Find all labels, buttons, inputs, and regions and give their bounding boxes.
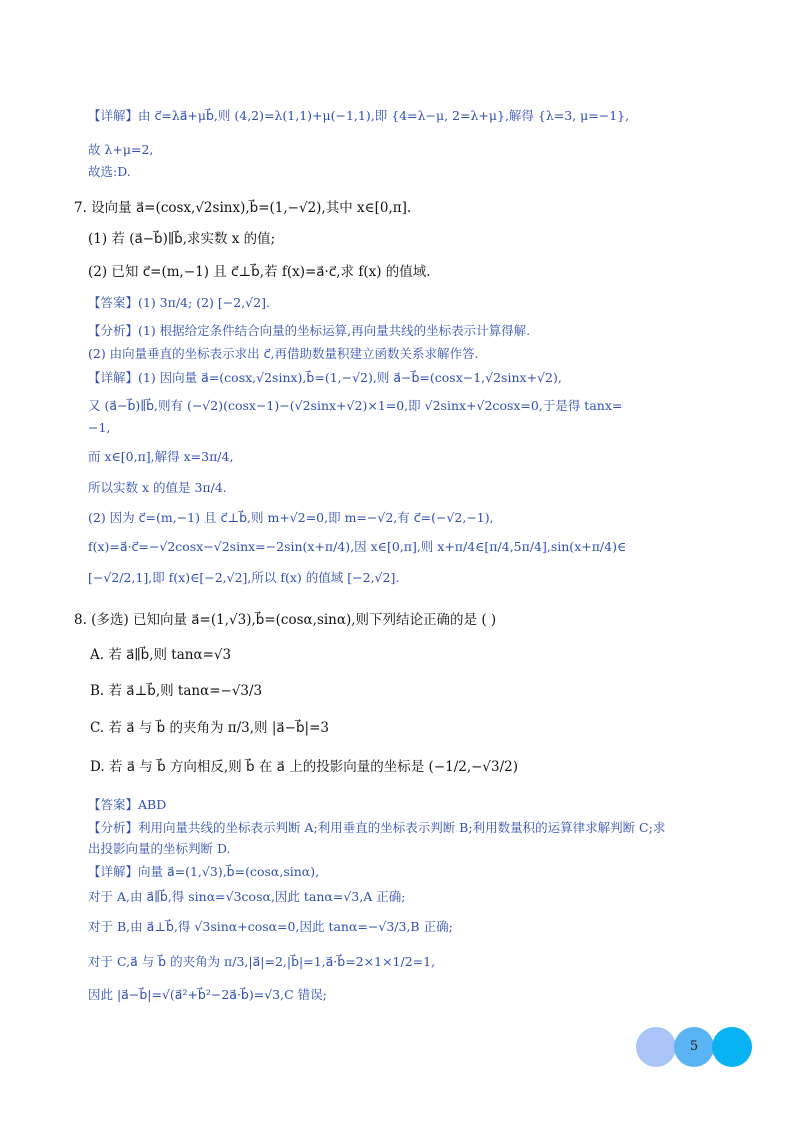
solution-line: 【详解】(1) 因向量 a⃗=(cosx,√2sinx),b⃗=(1,−√2),则 a⃗−b⃗=(cosx−1,√2sinx+√2), [88, 370, 562, 385]
analysis-line: 【分析】(1) 根据给定条件结合向量的坐标运算,再向量共线的坐标表示计算得解. [88, 323, 531, 338]
text-line: 因此 |a⃗−b⃗|=√(a⃗²+b⃗²−2a⃗·b⃗)=√3,C 错误; [88, 987, 327, 1002]
question-heading: 7. 设向量 a⃗=(cosx,√2sinx),b⃗=(1,−√2),其中 x∈[0,π]. [74, 200, 412, 216]
page-number: 5 [689, 1039, 699, 1054]
solution-line: 【详解】向量 a⃗=(1,√3),b⃗=(cosα,sinα), [88, 864, 320, 879]
text-line: 故选:D. [88, 164, 131, 179]
text-line: (2) 由向量垂直的坐标表示求出 c⃗,再借助数量积建立函数关系求解作答. [88, 346, 479, 361]
text-line: (2) 因为 c⃗=(m,−1) 且 c⃗⊥b⃗,则 m+√2=0,即 m=−√2,有 c⃗=(−√2,−1), [88, 510, 494, 525]
decorative-circle [636, 1027, 676, 1067]
answer-line: 【答案】(1) 3π/4; (2) [−2,√2]. [88, 295, 270, 310]
text-line: 故 λ+μ=2, [88, 142, 154, 157]
text-line: [−√2/2,1],即 f(x)∈[−2,√2],所以 f(x) 的值域 [−2,√2]. [88, 570, 400, 585]
text-line: (1) 若 (a⃗−b⃗)∥b⃗,求实数 x 的值; [88, 231, 276, 247]
analysis-line: 【分析】利用向量共线的坐标表示判断 A;利用垂直的坐标表示判断 B;利用数量积的运算律求解判断 C;求 [88, 820, 666, 835]
text-line: −1, [88, 420, 111, 435]
text-line: 出投影向量的坐标判断 D. [88, 841, 231, 856]
text-line: f(x)=a⃗·c⃗=−√2cosx−√2sinx=−2sin(x+π/4),因 x∈[0,π],则 x+π/4∈[π/4,5π/4],sin(x+π/4)∈ [88, 539, 627, 554]
text-line: 对于 B,由 a⃗⊥b⃗,得 √3sinα+cosα=0,因此 tanα=−√3/3,B 正确; [88, 919, 453, 934]
decorative-circle [712, 1027, 752, 1067]
option-d: D. 若 a⃗ 与 b⃗ 方向相反,则 b⃗ 在 a⃗ 上的投影向量的坐标是 (−1/2,−√3/2) [90, 759, 519, 775]
text-line: 对于 A,由 a⃗∥b⃗,得 sinα=√3cosα,因此 tanα=√3,A 正确; [88, 889, 406, 904]
answer-line: 【答案】ABD [88, 797, 167, 812]
text-line: 所以实数 x 的值是 3π/4. [88, 480, 227, 495]
text-line: 而 x∈[0,π],解得 x=3π/4, [88, 449, 234, 464]
option-c: C. 若 a⃗ 与 b⃗ 的夹角为 π/3,则 |a⃗−b⃗|=3 [90, 720, 329, 736]
question-heading: 8. (多选) 已知向量 a⃗=(1,√3),b⃗=(cosα,sinα),则下列结论正确的是 ( ) [74, 612, 497, 628]
text-line: 又 (a⃗−b⃗)∥b⃗,则有 (−√2)(cosx−1)−(√2sinx+√2)×1=0,即 √2sinx+√2cosx=0,于是得 tanx= [88, 398, 623, 413]
option-b: B. 若 a⃗⊥b⃗,则 tanα=−√3/3 [90, 683, 263, 699]
page-footer [636, 1027, 752, 1067]
text-line: 【详解】由 c⃗=λa⃗+μb⃗,则 (4,2)=λ(1,1)+μ(−1,1),即 {4=λ−μ, 2=λ+μ},解得 {λ=3, μ=−1}, [88, 108, 630, 123]
option-a: A. 若 a⃗∥b⃗,则 tanα=√3 [90, 647, 232, 663]
text-line: (2) 已知 c⃗=(m,−1) 且 c⃗⊥b⃗,若 f(x)=a⃗·c⃗,求 f(x) 的值域. [88, 264, 431, 280]
text-line: 对于 C,a⃗ 与 b⃗ 的夹角为 π/3,|a⃗|=2,|b⃗|=1,a⃗·b⃗=2×1×1/2=1, [88, 954, 436, 969]
